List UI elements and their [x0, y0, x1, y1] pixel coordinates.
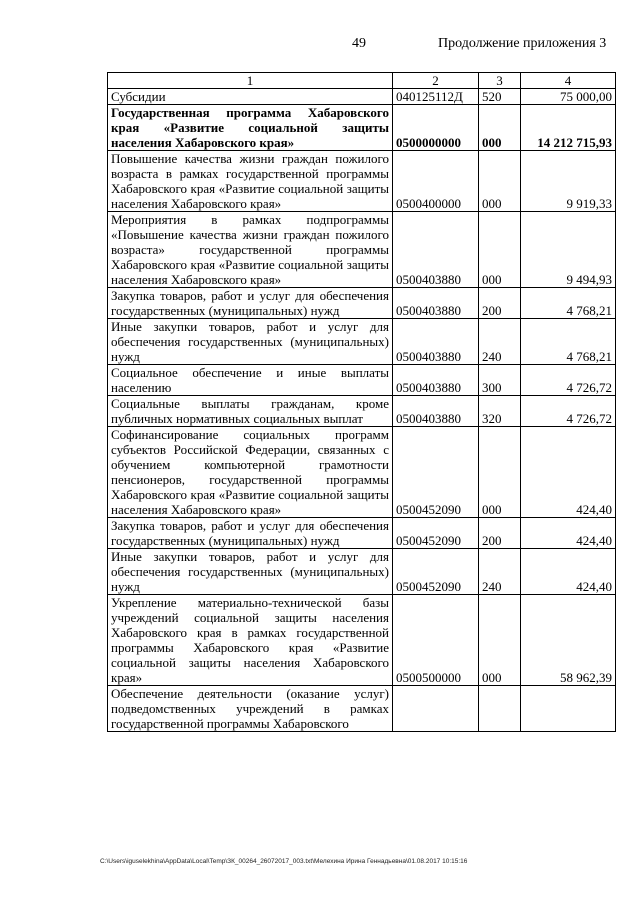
- row-amount: 424,40: [521, 518, 616, 549]
- column-header: 3: [479, 73, 521, 89]
- table-row: [108, 89, 616, 105]
- table-row: [108, 427, 616, 518]
- row-code: 0500452090: [393, 518, 479, 549]
- budget-table: [107, 72, 616, 732]
- row-type: [479, 686, 521, 732]
- table-row: [108, 288, 616, 319]
- table-row: [108, 549, 616, 595]
- row-code: 0500403880: [393, 396, 479, 427]
- row-name: Закупка товаров, работ и услуг для обеспечения государственных (муниципальных) нужд: [108, 518, 393, 549]
- row-code: 0500452090: [393, 427, 479, 518]
- row-code: 0500403880: [393, 365, 479, 396]
- continuation-label: Продолжение приложения 3: [438, 36, 607, 51]
- row-amount: 9 919,33: [521, 151, 616, 212]
- page-number: 49: [352, 36, 366, 51]
- row-type: 240: [479, 319, 521, 365]
- row-type: 000: [479, 212, 521, 288]
- row-name: Укрепление материально-технической базы учреждений социальной защиты населения Хабаровского края в рамках государственной программы Хабаровского края «Развитие социальной защиты населения Хабаровского края»: [108, 595, 393, 686]
- table-row: [108, 319, 616, 365]
- table-header-row: [108, 73, 616, 89]
- row-code: 0500000000: [393, 105, 479, 151]
- row-amount: 14 212 715,93: [521, 105, 616, 151]
- table-row: [108, 518, 616, 549]
- row-type: 520: [479, 89, 521, 105]
- row-name: Субсидии: [108, 89, 393, 105]
- row-type: 200: [479, 518, 521, 549]
- row-code: 0500500000: [393, 595, 479, 686]
- row-code: 0500403880: [393, 288, 479, 319]
- column-header: 4: [521, 73, 616, 89]
- table-row: [108, 105, 616, 151]
- row-amount: 4 768,21: [521, 319, 616, 365]
- row-code: 0500403880: [393, 319, 479, 365]
- row-name: Закупка товаров, работ и услуг для обеспечения государственных (муниципальных) нужд: [108, 288, 393, 319]
- row-name: Повышение качества жизни граждан пожилого возраста в рамках государственной программы Хабаровского края «Развитие социальной защиты населения Хабаровского края»: [108, 151, 393, 212]
- row-amount: 4 726,72: [521, 365, 616, 396]
- row-type: 320: [479, 396, 521, 427]
- row-amount: 4 768,21: [521, 288, 616, 319]
- row-name: Государственная программа Хабаровского края «Развитие социальной защиты населения Хабаровского края»: [108, 105, 393, 151]
- row-type: 000: [479, 595, 521, 686]
- row-type: 000: [479, 427, 521, 518]
- row-amount: 75 000,00: [521, 89, 616, 105]
- table-row: [108, 212, 616, 288]
- table-row: [108, 151, 616, 212]
- row-type: 240: [479, 549, 521, 595]
- row-amount: [521, 686, 616, 732]
- row-code: 0500400000: [393, 151, 479, 212]
- table-row: [108, 595, 616, 686]
- row-type: 000: [479, 151, 521, 212]
- row-name: Иные закупки товаров, работ и услуг для обеспечения государственных (муниципальных) нужд: [108, 549, 393, 595]
- column-header: 1: [108, 73, 393, 89]
- row-name: Мероприятия в рамках подпрограммы «Повышение качества жизни граждан пожилого возраста» государственной программы Хабаровского края «Развитие социальной защиты населения Хабаровского края»: [108, 212, 393, 288]
- row-code: 040125112Д: [393, 89, 479, 105]
- row-name: Социальное обеспечение и иные выплаты населению: [108, 365, 393, 396]
- row-name: Софинансирование социальных программ субъектов Российской Федерации, связанных с обучением компьютерной грамотности пенсионеров, государственной программы Хабаровского края «Развитие социальной защиты населения Хабаровского края»: [108, 427, 393, 518]
- row-amount: 4 726,72: [521, 396, 616, 427]
- row-type: 200: [479, 288, 521, 319]
- column-header: 2: [393, 73, 479, 89]
- row-type: 300: [479, 365, 521, 396]
- table-row: [108, 686, 616, 732]
- row-amount: 58 962,39: [521, 595, 616, 686]
- row-name: Социальные выплаты гражданам, кроме публичных нормативных социальных выплат: [108, 396, 393, 427]
- row-name: Обеспечение деятельности (оказание услуг) подведомственных учреждений в рамках государственной программы Хабаровского: [108, 686, 393, 732]
- row-amount: 9 494,93: [521, 212, 616, 288]
- row-amount: 424,40: [521, 427, 616, 518]
- row-code: 0500452090: [393, 549, 479, 595]
- row-amount: 424,40: [521, 549, 616, 595]
- row-code: [393, 686, 479, 732]
- table-row: [108, 365, 616, 396]
- row-code: 0500403880: [393, 212, 479, 288]
- file-path-footer: C:\Users\iguselekhina\AppData\Local\Temp\ЗК_00264_26072017_003.txt\Мелехина Ирина Геннадьевна\01.08.2017 10:15:16: [100, 858, 468, 865]
- row-type: 000: [479, 105, 521, 151]
- row-name: Иные закупки товаров, работ и услуг для обеспечения государственных (муниципальных) нужд: [108, 319, 393, 365]
- table-row: [108, 396, 616, 427]
